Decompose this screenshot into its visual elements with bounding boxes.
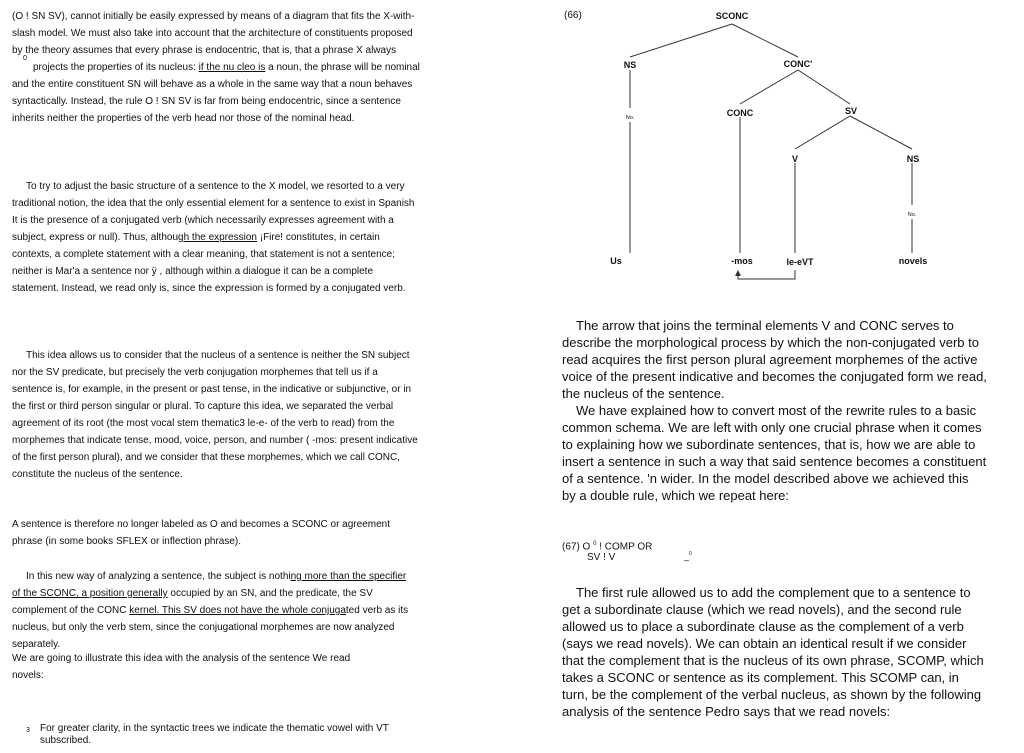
syntax-tree — [560, 0, 1024, 300]
footnote-line: subscribed. — [40, 735, 92, 746]
text-line: turn, be the complement of the verbal nucleus, as shown by the following — [562, 687, 982, 702]
node-conc: CONC — [726, 108, 754, 118]
text-line: nucleus, but only the verb stem, since the conjugational morphemes are now analyzed — [12, 622, 395, 633]
text-line: morphemes that indicate tense, mood, voice, person, and number ( -mos: present indicative — [12, 435, 418, 446]
branch-line — [630, 24, 732, 57]
text-line: of the SCONC, a position generally occupied by an SN, and the predicate, the SV — [12, 588, 373, 599]
text-line: read acquires the first person plural agreement morphemes of the active — [562, 352, 978, 367]
text-line: (O ! SN SV), cannot initially be easily expressed by means of a diagram that fits the X-with- — [12, 11, 415, 22]
terminal-novels: novels — [898, 256, 928, 266]
text-line: by the theory assumes that every phrase is endocentric, that is, that a phrase X always — [12, 45, 397, 56]
stray-superscript: 0 — [23, 55, 27, 62]
text-line: get a subordinate clause (which we read novels), and the second rule — [562, 602, 962, 617]
text-line: This idea allows us to consider that the nucleus of a sentence is neither the SN subject — [26, 350, 410, 361]
text-line: We have explained how to convert most of the rewrite rules to a basic — [576, 403, 977, 418]
footnote-mark: 3 — [26, 727, 30, 734]
text-line: describe the morphological process by which the non-conjugated verb to — [562, 335, 979, 350]
terminal-mos: -mos — [731, 256, 753, 266]
underlined-text: ng more than the specifier — [290, 571, 407, 582]
terminal-us: Us — [610, 256, 622, 266]
text-line: novels: — [12, 670, 44, 681]
text-line: of the first person plural), and we consider that these morphemes, which we call CONC, — [12, 452, 400, 463]
text-line: To try to adjust the basic structure of a sentence to the X model, we resorted to a very — [26, 181, 405, 192]
branch-line — [795, 116, 850, 149]
text-line: A sentence is therefore no longer labeled as O and becomes a SCONC or agreement — [12, 519, 390, 530]
text-line: sentence is, for example, in the present or past tense, in the indicative or subjunctive, or in — [12, 384, 412, 395]
text-line: common schema. We are left with only one crucial phrase when it comes — [562, 420, 982, 435]
node-ns: NS — [623, 60, 637, 70]
underlined-text: gh the expression — [178, 232, 257, 243]
text-line: of a sentence. 'n wider. In the model described above we achieved this — [562, 471, 969, 486]
text-line: The first rule allowed us to add the complement que to a sentence to — [576, 585, 971, 600]
text-line: (says we read novels). We can obtain an identical result if we consider — [562, 636, 967, 651]
node-conc-bar: CONC' — [783, 59, 813, 69]
text-line: traditional notion, the idea that the only essential element for a sentence to exist in Spanish — [12, 198, 415, 209]
text-line: to explaining how we subordinate sentences, that is, how we are able to — [562, 437, 976, 452]
text-line: the first or third person singular or plural. To capture this idea, we separated the verbal — [12, 401, 394, 412]
text-line: contexts, a complete statement with a clear meaning, that statement is not a sentence; — [12, 249, 395, 260]
text-line: complement of the CONC kernel. This SV does not have the whole conjugated verb as its — [12, 605, 409, 616]
tree-branches — [630, 24, 912, 253]
node-sconc: SCONC — [715, 11, 749, 21]
text-line: that the complement that is the nucleus of its own phrase, SCOMP, which — [562, 653, 984, 668]
node-v: V — [791, 154, 799, 164]
text-line: We are going to illustrate this idea with the analysis of the sentence We read — [12, 653, 351, 664]
movement-arrow — [735, 270, 795, 279]
text-line: by a double rule, which we repeat here: — [562, 488, 789, 503]
text-line: statement. Instead, we read only is, since the expression is formed by a conjugated verb. — [12, 283, 406, 294]
node-ns: NS — [906, 154, 920, 164]
text-line: voice of the present indicative and becomes the conjugated form we read, — [562, 369, 987, 384]
branch-line — [850, 116, 912, 149]
text-line: It is the presence of a conjugated verb (which necessarily expresses agreement with a — [12, 215, 394, 226]
underlined-text: of the SCONC, a position generally — [12, 588, 168, 599]
text-line: nor the SV predicate, but precisely the verb conjugation morphemes that tell us if a — [12, 367, 378, 378]
rule-line: SV ! V — [587, 552, 616, 563]
text-line: syntactically. Instead, the rule O ! SN SV is far from being endocentric, since a sentence — [12, 96, 401, 107]
text-line: slash model. We must also take into account that the architecture of constituents proposed — [12, 28, 413, 39]
text-line: insert a sentence in such a way that said sentence becomes a constituent — [562, 454, 987, 469]
text-line: allowed us to place a subordinate clause as the complement of a verb — [562, 619, 964, 634]
text-line: In this new way of analyzing a sentence, the subject is nothing more than the specifier — [26, 571, 407, 582]
text-line: subject, express or null). Thus, although the expression ¡Fire! constitutes, in certain — [12, 232, 380, 243]
text-line: constitute the nucleus of the sentence. — [12, 469, 183, 480]
text-line: and the entire constituent SN will behave as a whole in the same way that a noun behaves — [12, 79, 413, 90]
underlined-text: if the nu cleo is — [198, 62, 266, 73]
text-line: phrase (in some books SFLEX or inflection phrase). — [12, 536, 241, 547]
text-line: agreement of its root (the most vocal stem thematic3 le-e- of the verb to read) from the — [12, 418, 395, 429]
rule-line: (67) O $^0$ ! COMP OR — [562, 541, 653, 553]
text-line: analysis of the sentence Pedro says that we read novels: — [562, 704, 891, 719]
text-line: separately. — [12, 639, 61, 650]
branch-line — [740, 70, 798, 104]
text-line: neither is Mar'a a sentence nor ÿ , although within a dialogue it can be a complete — [12, 266, 374, 277]
text-line: takes a SCONC or sentence as its complement. This SCOMP can, in — [562, 670, 959, 685]
terminal-le-evt: le-eVT — [786, 257, 814, 267]
branch-line — [732, 24, 798, 57]
branch-line — [798, 70, 850, 104]
node-no: No. — [625, 115, 635, 121]
node-sv: SV — [844, 106, 858, 116]
example-number: (66) — [564, 10, 582, 21]
text-line: The arrow that joins the terminal elements V and CONC serves to — [576, 318, 954, 333]
rule-tail: _$^0$ — [684, 551, 692, 561]
text-line: projects the properties of its nucleus: if the nu cleo is a noun, the phrase will be nominal — [33, 62, 420, 73]
text-line: the nucleus of the sentence. — [562, 386, 725, 401]
node-no: No. — [907, 212, 917, 218]
underlined-text: kernel. This SV does not have the whole conjuga — [129, 605, 346, 616]
footnote-line: For greater clarity, in the syntactic trees we indicate the thematic vowel with VT — [40, 723, 389, 734]
text-line: inherits neither the properties of the verb head nor those of the nominal head. — [12, 113, 355, 124]
